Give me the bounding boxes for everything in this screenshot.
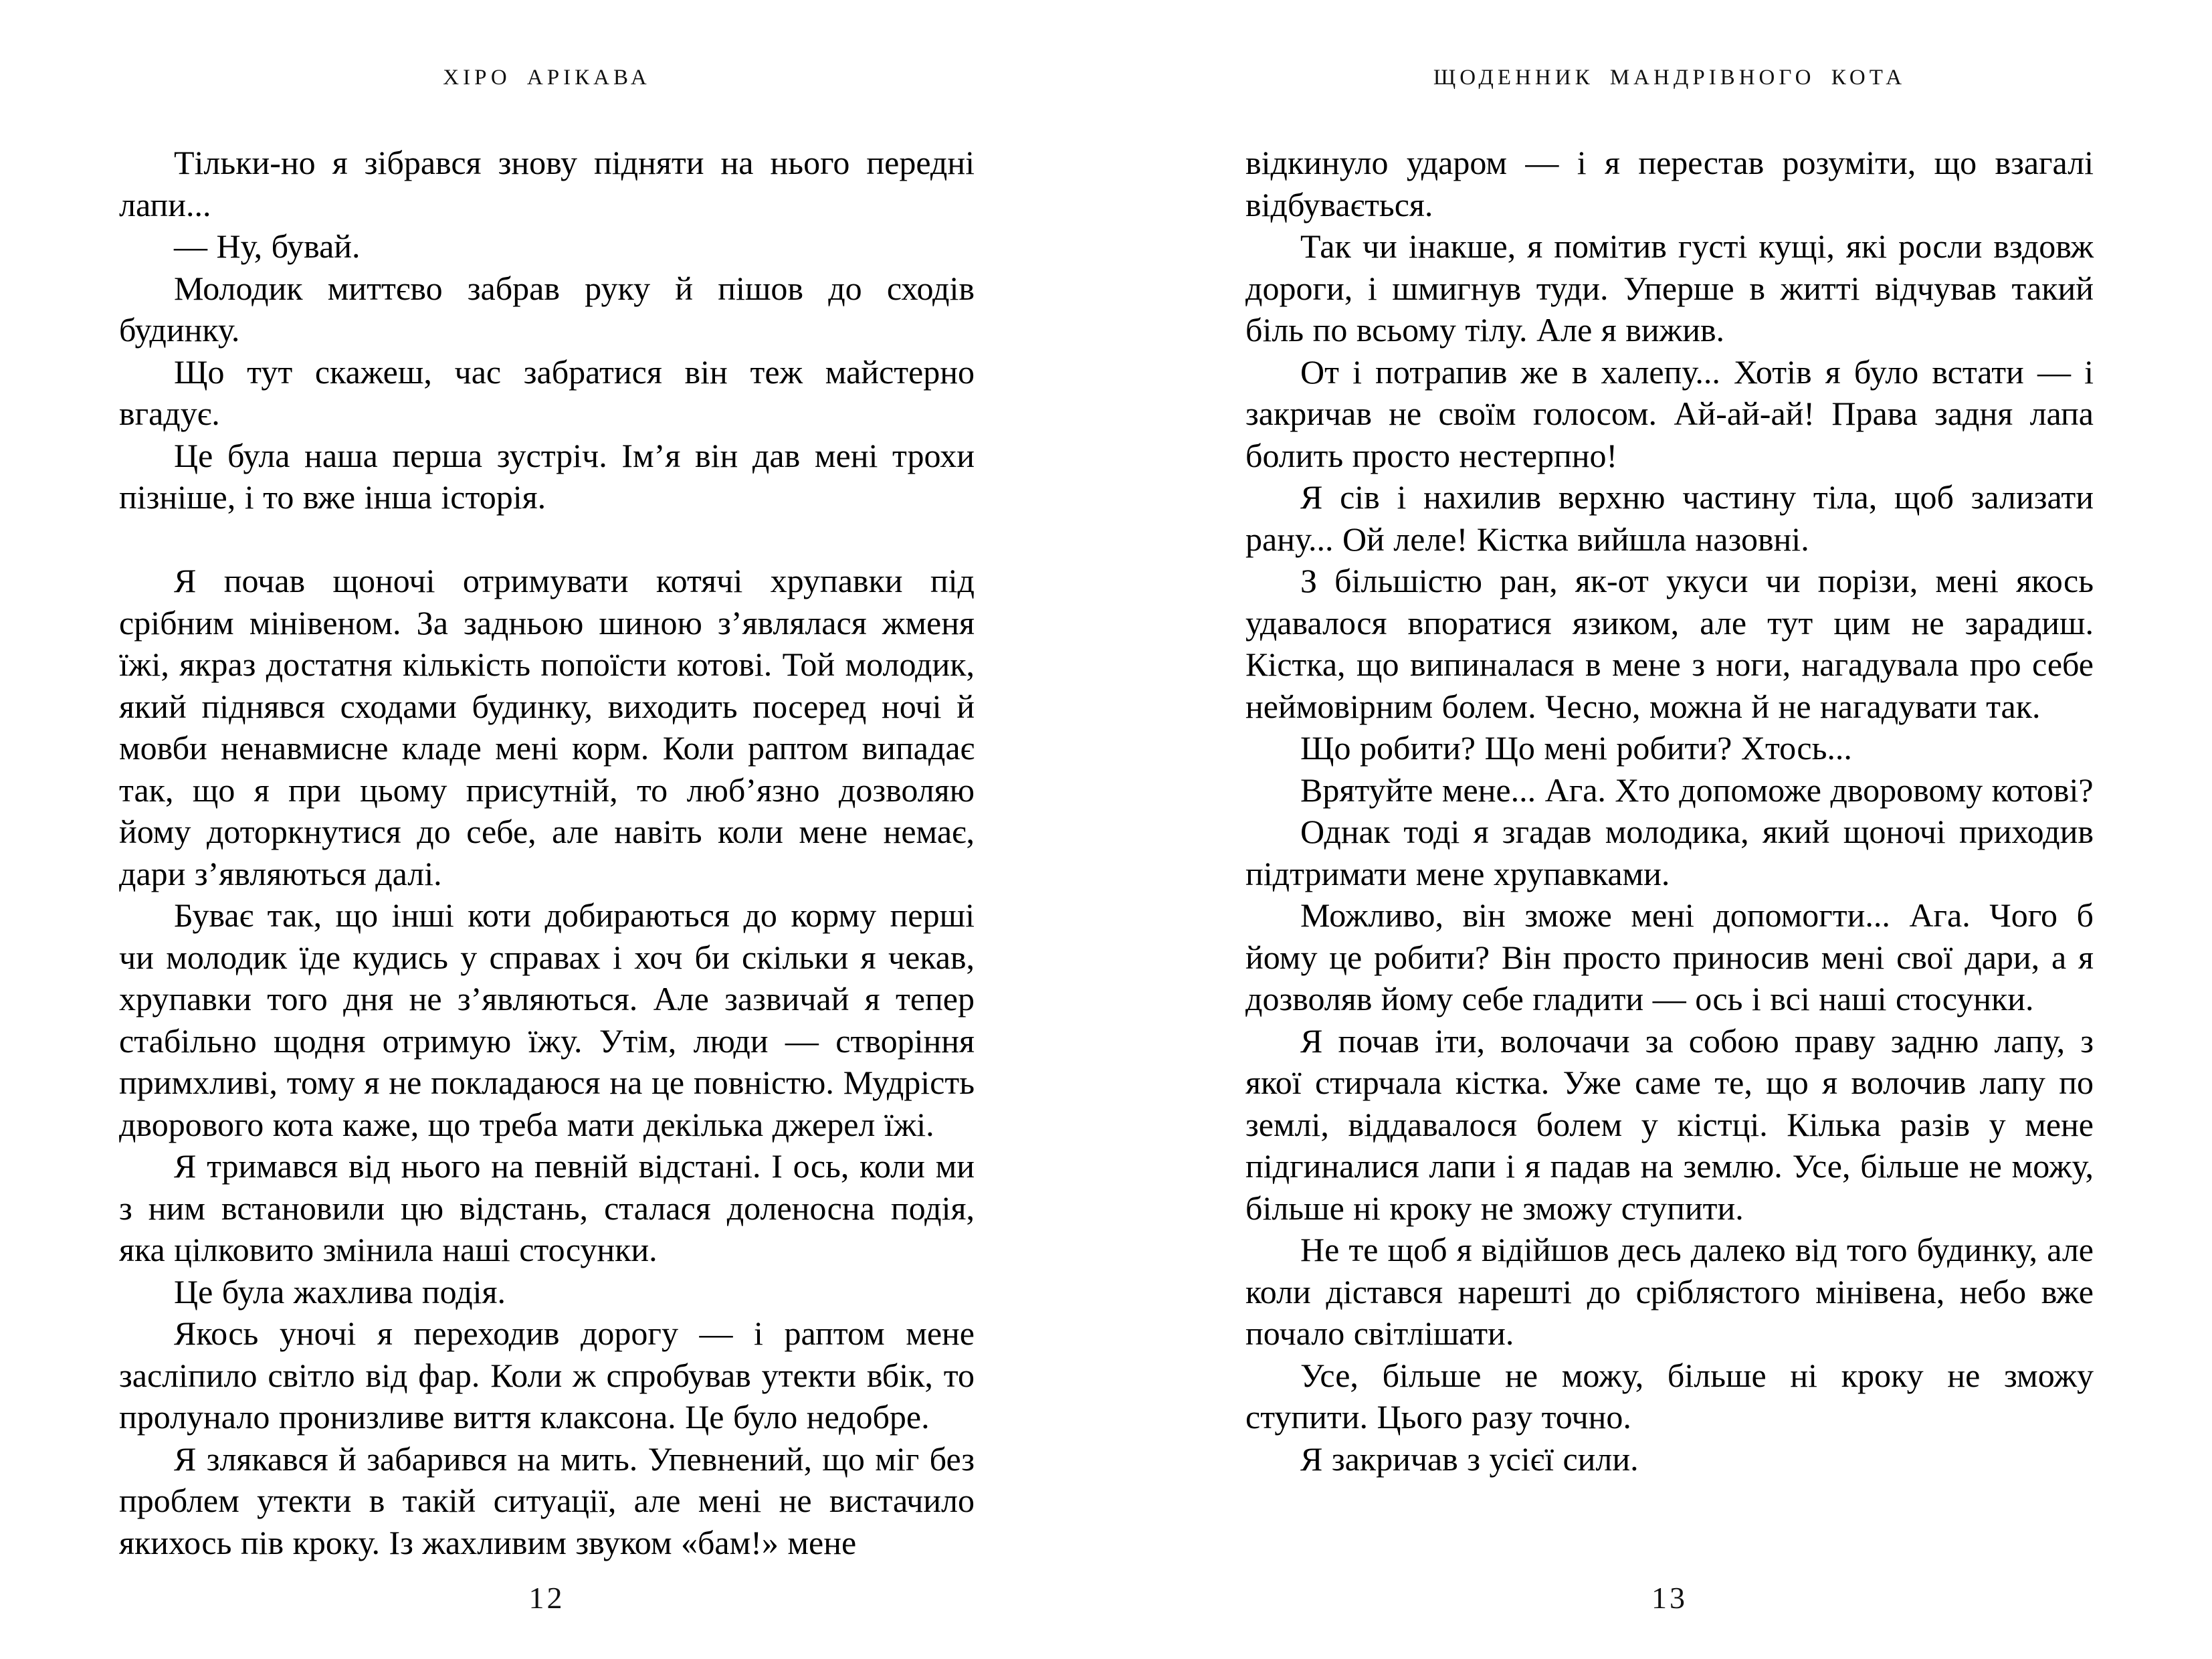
paragraph: Я почав щоночі отримувати котячі хрупавки під срібним мінівеном. За задньою шиною з’являлася жменя їжі, якраз достатня кількість попоїсти котові. Той молодик, який піднявся сходами будинку, виходить посеред ночі й мовби ненавмисне кладе мені корм. Коли раптом випадає так, що я при цьому присутній, то люб’язно дозволяю йому доторкнутися до себе, але навіть коли мене немає, дари з’являються далі. bbox=[119, 562, 975, 892]
paragraph: Я закричав з усієї сили. bbox=[1300, 1440, 1639, 1478]
paragraph: — Ну, бувай. bbox=[174, 227, 361, 265]
paragraph: Я почав іти, волочачи за собою праву задню лапу, з якої стирчала кістка. Уже саме те, що я волочив лапу по землі, віддавалося болем у кістці. Кілька разів у мене підгиналися лапи і я падав на землю. Усе, більше не можу, більше ні кроку не зможу ступити. bbox=[1245, 1021, 2094, 1227]
paragraph: Що робити? Що мені робити? Хтось... bbox=[1300, 729, 1852, 767]
paragraph: Якось уночі я переходив дорогу — і раптом мене засліпило світло від фар. Коли ж спробував утекти вбік, то пролунало пронизливе виття клаксона. Це було недобре. bbox=[119, 1314, 975, 1436]
paragraph: Молодик миттєво забрав руку й пішов до сходів будинку. bbox=[119, 269, 975, 349]
paragraph: Можливо, він зможе мені допомогти... Ага. Чого б йому це робити? Він просто приносив мені свої дари, а я дозволяв йому себе гладити — ось і всі наші стосунки. bbox=[1245, 896, 2094, 1017]
paragraph: Я сів і нахилив верхню частину тіла, щоб зализати рану... Ой леле! Кістка вийшла назовні. bbox=[1245, 478, 2094, 558]
running-header-title: ЩОДЕННИК МАНДРІВНОГО КОТА bbox=[1433, 66, 1906, 90]
paragraph: Тільки-но я зібрався знову підняти на нього передні лапи... bbox=[119, 144, 975, 223]
paragraph: От і потрапив же в халепу... Хотів я було встати — і закричав не своїм голосом. Ай-ай-ай! Права задня лапа болить просто нестерпно! bbox=[1245, 353, 2094, 474]
paragraph: відкинуло ударом — і я перестав розуміти, що взагалі відбувається. bbox=[1245, 144, 2094, 223]
running-header-author: ХІРО АРІКАВА bbox=[443, 66, 651, 90]
paragraph: Я тримався від нього на певній відстані. І ось, коли ми з ним встановили цю відстань, сталася доленосна подія, яка цілковито змінила наші стосунки. bbox=[119, 1147, 975, 1268]
paragraph: Врятуйте мене... Ага. Хто допоможе дворовому котові? bbox=[1300, 771, 2094, 809]
paragraph: Що тут скажеш, час забратися він теж майстерно вгадує. bbox=[119, 353, 975, 432]
page-number: 13 bbox=[1651, 1581, 1688, 1615]
paragraph: Буває так, що інші коти добираються до корму перші чи молодик їде кудись у справах і хоч би скільки я чекав, хрупавки того дня не з’являються. Але зазвичай я тепер стабільно щодня отримую їжу. Утім, люди — створіння примхливі, тому я не покладаюся на це повністю. Мудрість дворового кота каже, що треба мати декілька джерел їжі. bbox=[119, 896, 975, 1143]
paragraph: Це була жахлива подія. bbox=[174, 1272, 506, 1310]
paragraph: Однак тоді я згадав молодика, який щоночі приходив підтримати мене хрупавками. bbox=[1245, 813, 2094, 892]
paragraph: Усе, більше не можу, більше ні кроку не зможу ступити. Цього разу точно. bbox=[1245, 1356, 2094, 1436]
page-right bbox=[1106, 0, 2212, 1659]
page-body bbox=[1245, 142, 2094, 1480]
paragraph: З більшістю ран, як-от укуси чи порізи, мені якось удавалося впоратися язиком, але тут цим не зарадиш. Кістка, що випиналася в мене з ноги, нагадувала про себе неймовірним болем. Чесно, можна й не нагадувати так. bbox=[1245, 562, 2094, 725]
paragraph: Не те щоб я відійшов десь далеко від того будинку, але коли дістався нарешті до сріблястого мінівена, небо вже почало світлішати. bbox=[1245, 1231, 2094, 1352]
paragraph: Я злякався й забарився на мить. Упевнений, що міг без проблем утекти в такій ситуації, але мені не вистачило якихось пів кроку. Із жахливим звуком «бам!» мене bbox=[119, 1440, 975, 1561]
paragraph: Це була наша перша зустріч. Ім’я він дав мені трохи пізніше, і то вже інша історія. bbox=[119, 436, 975, 516]
paragraph: Так чи інакше, я помітив густі кущі, які росли вздовж дороги, і шмигнув туди. Уперше в житті відчував такий біль по всьому тілу. Але я вижив. bbox=[1245, 227, 2094, 349]
page-number: 12 bbox=[528, 1581, 565, 1615]
page-body bbox=[119, 142, 975, 1563]
